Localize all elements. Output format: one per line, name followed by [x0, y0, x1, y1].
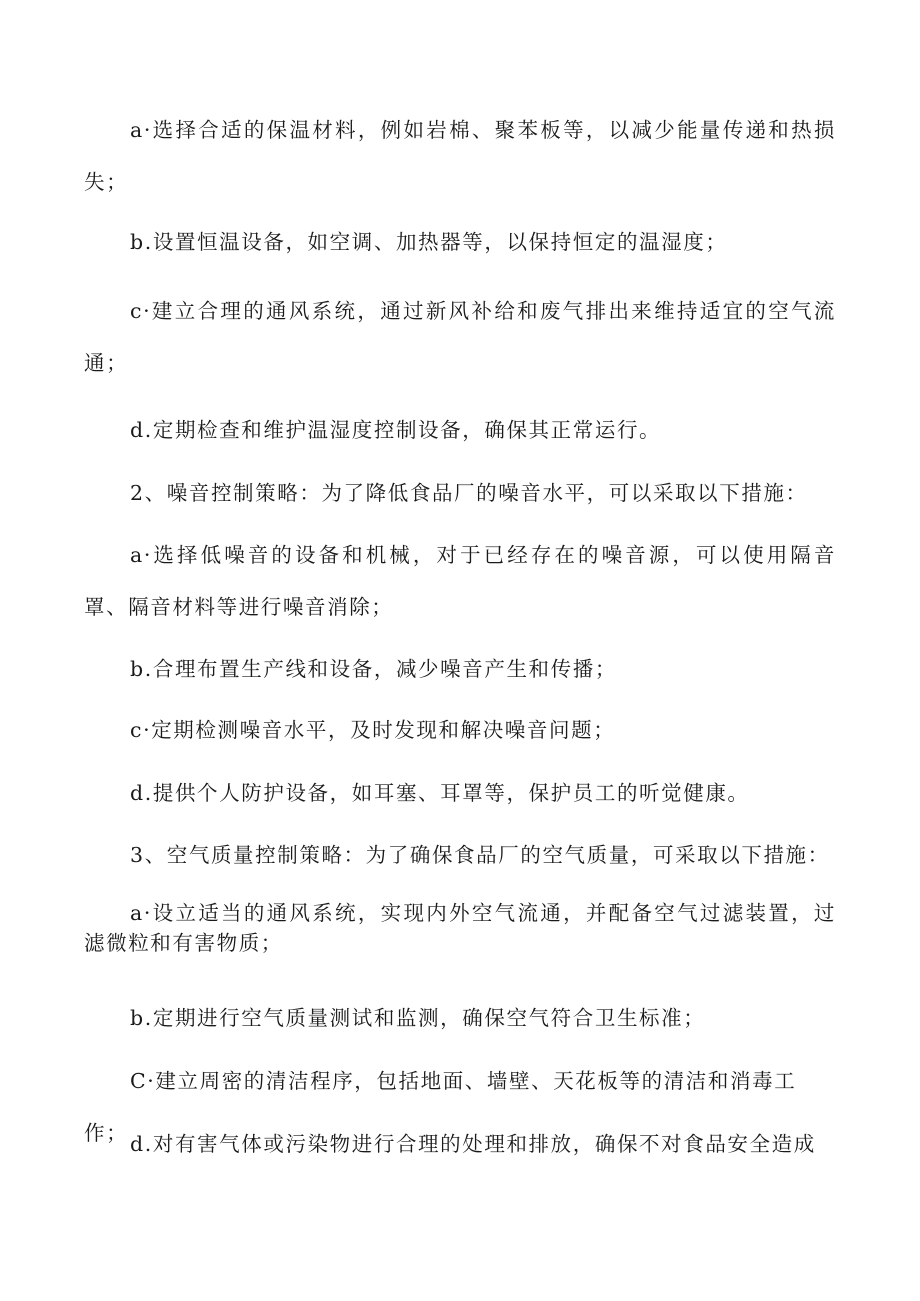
paragraph-low-noise-equipment: a·选择低噪音的设备和机械，对于已经存在的噪音源，可以使用隔音罩、隔音材料等进行噪音消除； [84, 543, 836, 619]
paragraph-noise-monitoring: c·定期检测噪音水平，及时发现和解决噪音问题； [130, 718, 616, 742]
heading-noise-control: 2、噪音控制策略：为了降低食品厂的噪音水平，可以采取以下措施： [130, 481, 808, 505]
paragraph-thermostat-equipment: b.设置恒温设备，如空调、加热器等，以保持恒定的温湿度； [130, 230, 728, 254]
heading-air-quality-control: 3、空气质量控制策略：为了确保食品厂的空气质量，可采取以下措施： [130, 843, 830, 867]
paragraph-insulation-material: a·选择合适的保温材料，例如岩棉、聚苯板等，以减少能量传递和热损失； [84, 118, 836, 194]
paragraph-air-quality-testing: b.定期进行空气质量测试和监测，确保空气符合卫生标准； [130, 1006, 706, 1030]
paragraph-cleaning-procedure: C·建立周密的清洁程序，包括地面、墙壁、天花板等的清洁和消毒工作； [84, 1069, 797, 1145]
paragraph-equipment-maintenance: d.定期检查和维护温湿度控制设备，确保其正常运行。 [130, 418, 662, 442]
paragraph-air-filtration: a·设立适当的通风系统，实现内外空气流通，并配备空气过滤装置，过滤微粒和有害物质； [84, 901, 836, 955]
paragraph-ventilation-system: c·建立合理的通风系统，通过新风补给和废气排出来维持适宜的空气流通； [84, 299, 836, 375]
paragraph-production-layout: b.合理布置生产线和设备，减少噪音产生和传播； [130, 657, 617, 681]
paragraph-pollutant-treatment: d.对有害气体或污染物进行合理的处理和排放，确保不对食品安全造成 [130, 1132, 816, 1156]
paragraph-personal-protection: d.提供个人防护设备，如耳塞、耳罩等，保护员工的听觉健康。 [130, 781, 750, 805]
